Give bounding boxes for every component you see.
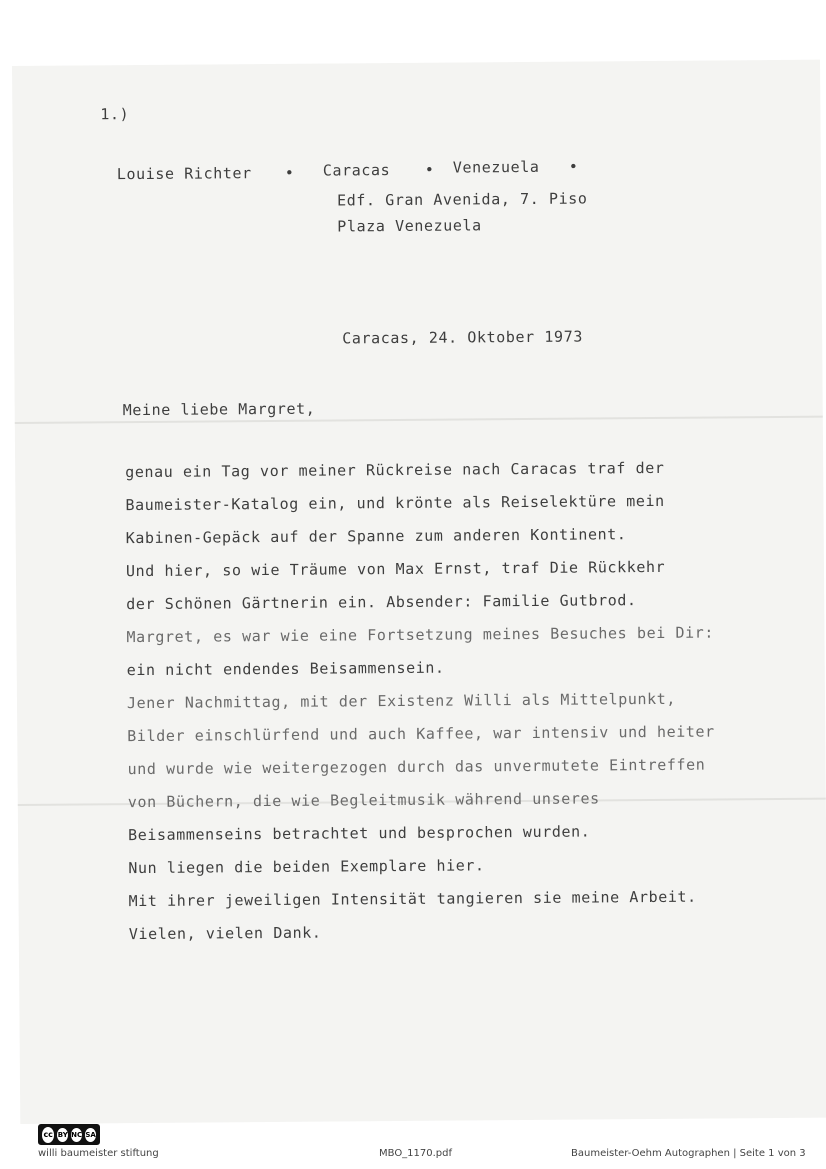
- body-line: Kabinen-Gepäck auf der Spanne zum anderen Kontinent.: [125, 525, 627, 548]
- sender-country: Venezuela: [452, 157, 540, 177]
- separator-dot: •: [284, 163, 295, 182]
- by-mark: BY: [57, 1128, 68, 1142]
- sender-city: Caracas: [322, 161, 391, 180]
- body-line: Vielen, vielen Dank.: [128, 923, 322, 944]
- footer-center: MBO_1170.pdf: [379, 1148, 453, 1159]
- body-line: Baumeister-Katalog ein, und krönte als Reiselektüre mein: [125, 491, 665, 515]
- body-line: von Büchern, die wie Begleitmusik während unseres: [127, 789, 600, 812]
- body-line: der Schönen Gärtnerin ein. Absender: Familie Gutbrod.: [126, 591, 637, 614]
- cc-by-nc-sa-icon: [38, 1124, 100, 1145]
- body-line: und wurde wie weitergezogen durch das unvermutete Eintreffen: [127, 755, 706, 779]
- body-line: Nun liegen die beiden Exemplare hier.: [128, 856, 485, 878]
- sender-name: Louise Richter: [116, 164, 252, 184]
- body-line: Jener Nachmittag, mit der Existenz Willi als Mittelpunkt,: [126, 689, 677, 713]
- body-line: Und hier, so wie Träume von Max Ernst, traf Die Rückkehr: [125, 557, 666, 581]
- address-line: Plaza Venezuela: [337, 216, 482, 236]
- separator-dot: •: [568, 157, 579, 176]
- body-line: Mit ihrer jeweiligen Intensität tangieren sie meine Arbeit.: [128, 887, 697, 911]
- cc-mark: cc: [42, 1127, 54, 1143]
- letter-sheet: [12, 60, 826, 1124]
- sa-mark: SA: [85, 1128, 96, 1142]
- body-line: ein nicht endendes Beisammensein.: [126, 658, 445, 680]
- footer-left: willi baumeister stiftung: [38, 1148, 159, 1159]
- nc-mark: NC: [71, 1128, 82, 1142]
- date-line: Caracas, 24. Oktober 1973: [342, 327, 583, 348]
- body-line: genau ein Tag vor meiner Rückreise nach Caracas traf der: [125, 458, 665, 482]
- footer-right: Baumeister-Oehm Autographen | Seite 1 von 3: [571, 1148, 806, 1159]
- separator-dot: •: [424, 160, 435, 179]
- salutation: Meine liebe Margret,: [122, 399, 316, 420]
- body-line: Bilder einschlürfend und auch Kaffee, war intensiv und heiter: [127, 722, 715, 746]
- body-line: Beisammenseins betrachtet und besprochen wurden.: [127, 822, 591, 845]
- address-line: Edf. Gran Avenida, 7. Piso: [336, 189, 588, 210]
- page-marker: 1.): [100, 105, 130, 124]
- body-line: Margret, es war wie eine Fortsetzung meines Besuches bei Dir:: [126, 623, 715, 647]
